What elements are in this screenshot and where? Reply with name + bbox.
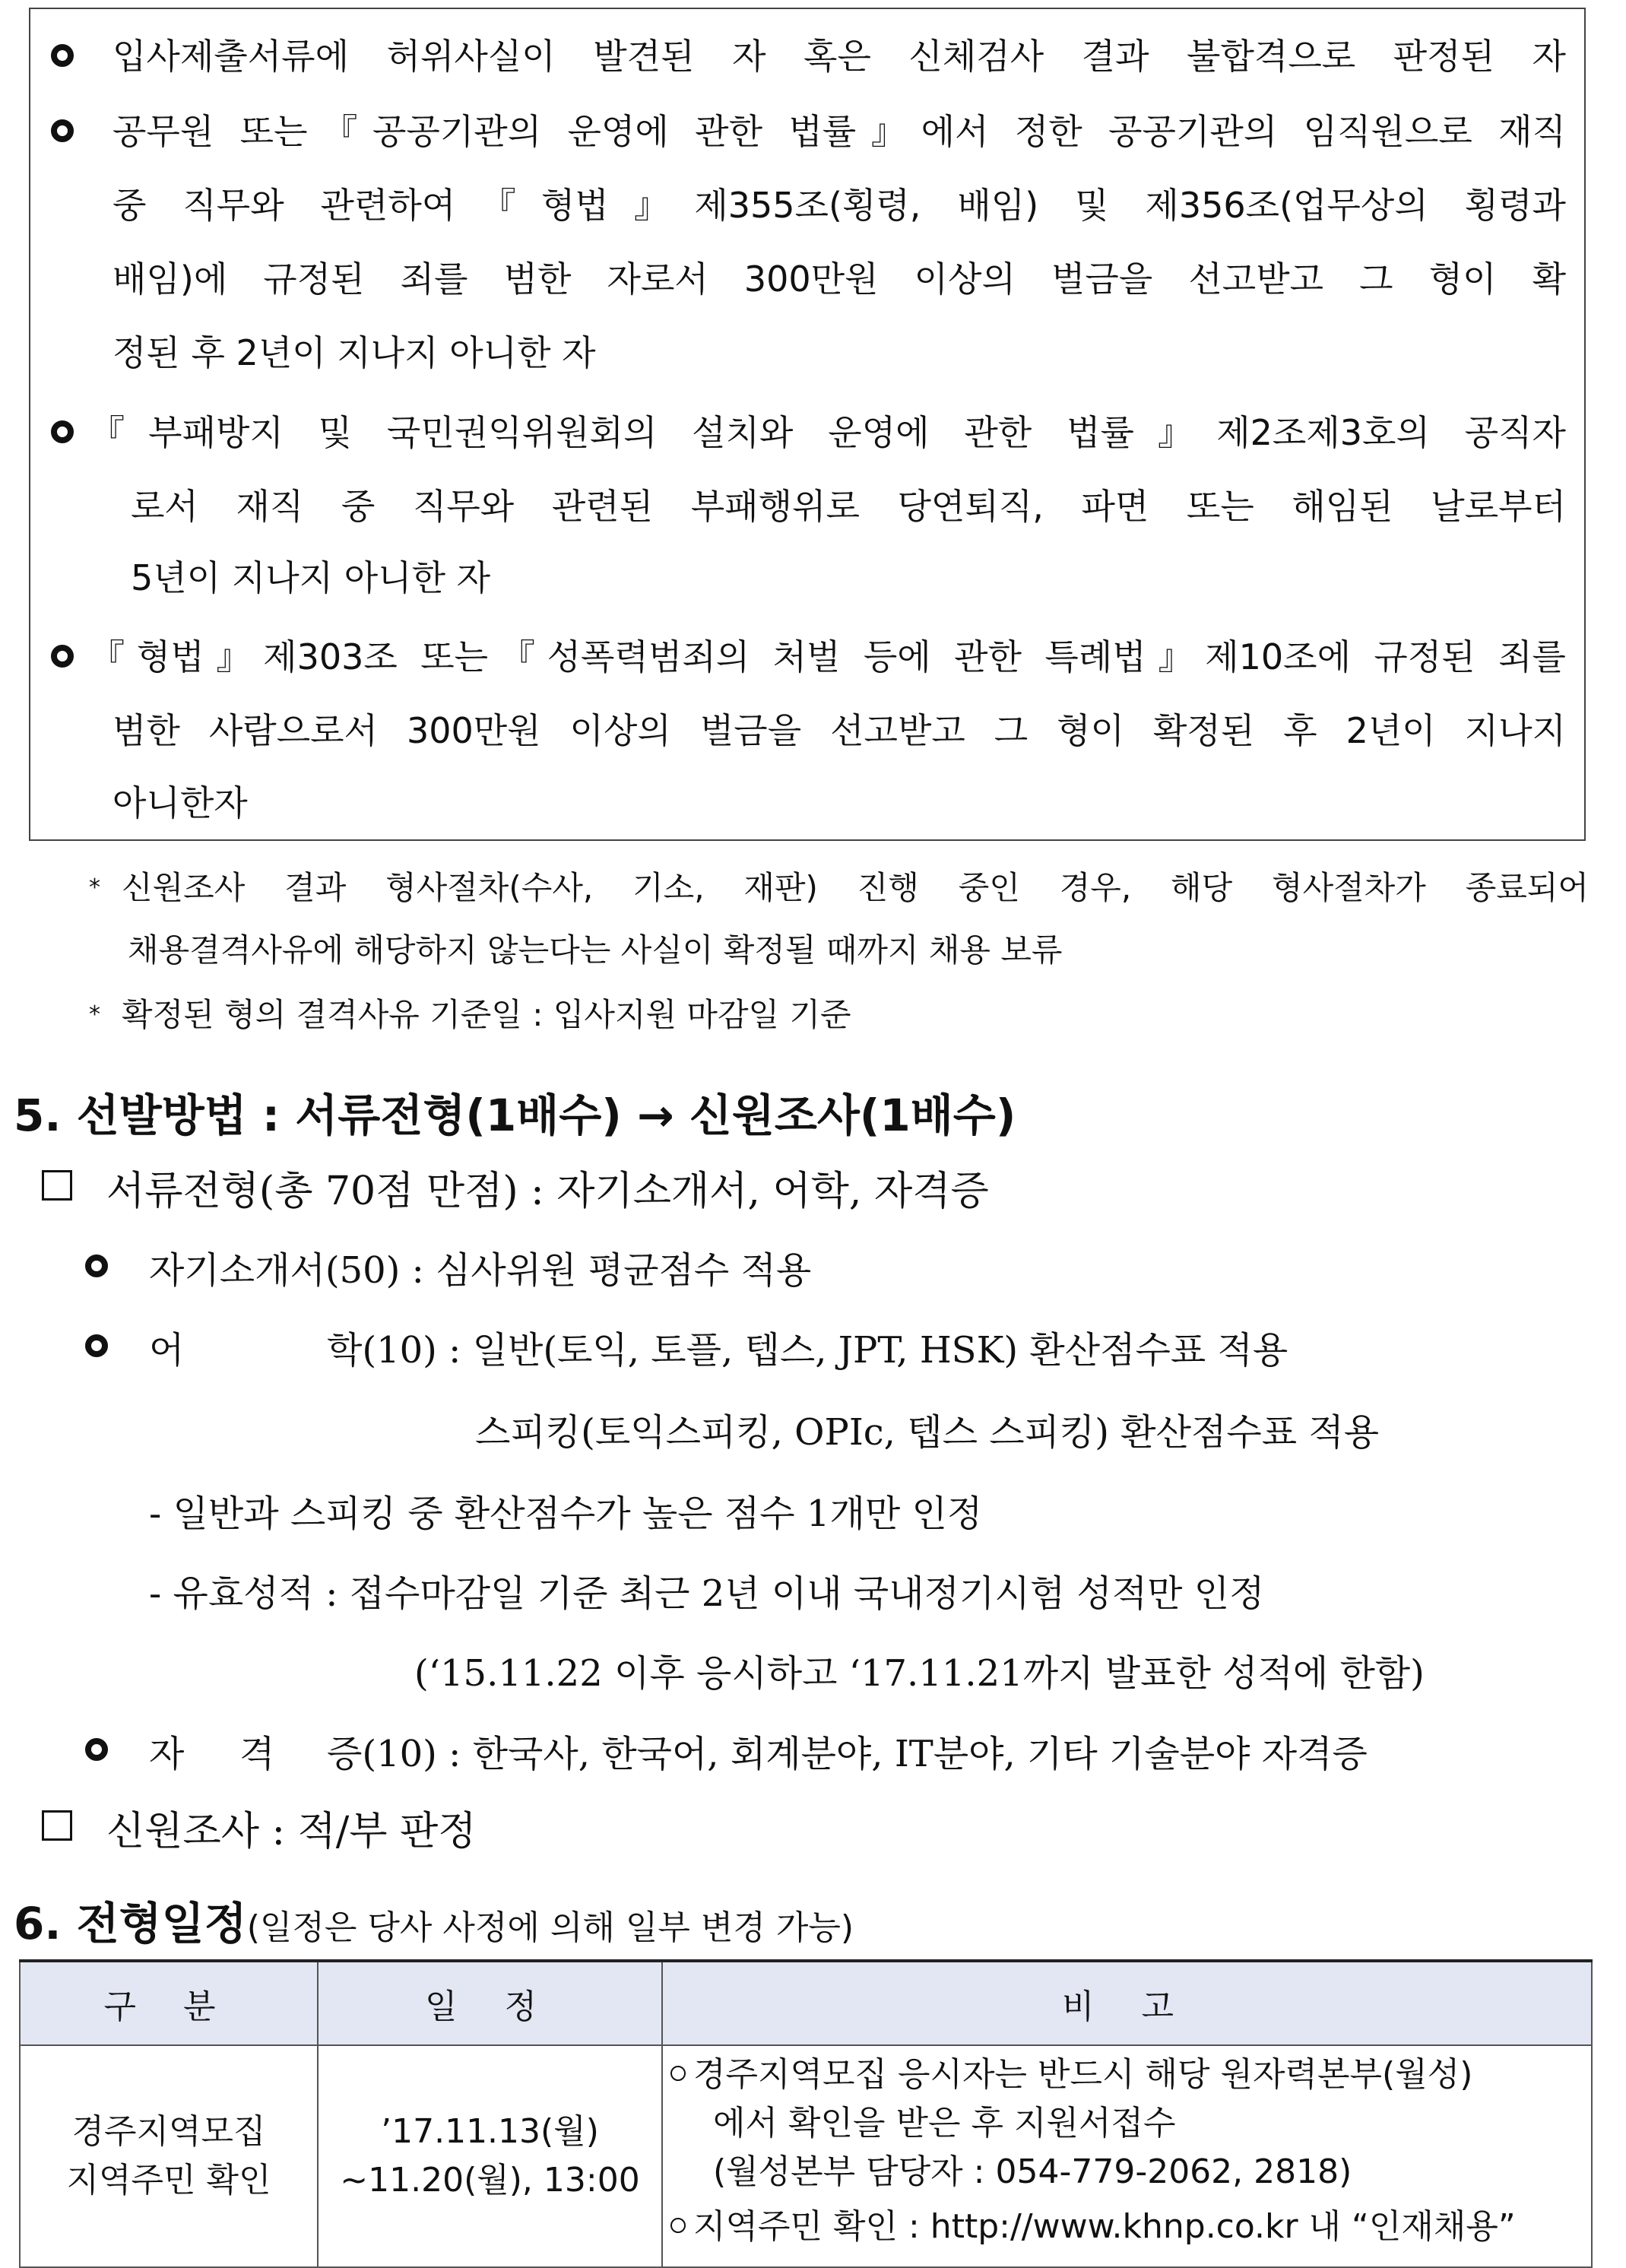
item3-line1: 『부패방지 및 국민권익위원회의 설치와 운영에 관한 법률』제2조제3호의 공직자 (90, 412, 1566, 453)
header-category: 구 분 (20, 1961, 318, 2045)
item1-text: 입사제출서류에 허위사실이 발견된 자 혹은 신체검사 결과 불합격으로 판정된 자 (113, 36, 1566, 77)
language-speaking-text: 스피킹(토익스피킹, OPIc, 텝스 스피킹) 환산점수표 적용 (475, 1411, 1380, 1454)
note2-asterisk: * (89, 1001, 100, 1028)
dash-item-1: - 일반과 스피킹 중 환산점수가 높은 점수 1개만 인정 (149, 1492, 983, 1535)
checkbox-square-icon (42, 1170, 72, 1201)
item4-line1: 『형법』제303조 또는『성폭력범죄의 처벌 등에 관한 특례법』제10조에 규정된 죄를 (90, 636, 1566, 677)
bullet-circle-icon (51, 645, 74, 668)
item3-line3: 5년이 지나지 아니한 자 (131, 557, 491, 598)
bullet-circle-icon (51, 44, 74, 67)
checkbox-square-icon (42, 1810, 72, 1841)
item4-line2: 범한 사람으로서 300만원 이상의 벌금을 선고받고 그 형이 확정된 후 2년이 지나지 (113, 710, 1566, 751)
item2-line2: 중 직무와 관련하여『형법』제355조(횡령, 배임) 및 제356조(업무상의 횡령과 (113, 185, 1566, 226)
section6-heading: 6. 전형일정 (14, 1898, 247, 1949)
bullet-circle-icon (51, 420, 74, 443)
section6-heading-note: (일정은 당사 사정에 의해 일부 변경 가능) (246, 1908, 854, 1947)
language-text: 학(10) : 일반(토익, 토플, 텝스, JPT, HSK) 환산점수표 적용 (327, 1329, 1288, 1372)
section5-heading: 5. 선발방법 : 서류전형(1배수) → 신원조사(1배수) (14, 1090, 1016, 1141)
section6-title (14, 1888, 854, 1952)
item2-line4: 정된 후 2년이 지나지 아니한 자 (113, 332, 596, 373)
item2-line3: 배임)에 규정된 죄를 범한 자로서 300만원 이상의 벌금을 선고받고 그 형이 확 (113, 259, 1566, 300)
item3-line2: 로서 재직 중 직무와 관련된 부패행위로 당연퇴직, 파면 또는 해임된 날로부터 (131, 486, 1566, 527)
note1-line2: 채용결격사유에 해당하지 않는다는 사실이 확정될 때까지 채용 보류 (128, 931, 1063, 969)
bullet-circle-icon (85, 1334, 108, 1357)
header-remarks: 비 고 (662, 1961, 1592, 2045)
note2-text: 확정된 형의 결격사유 기준일 : 입사지원 마감일 기준 (122, 996, 851, 1033)
small-circle-bullet-icon (670, 2218, 686, 2233)
schedule-table (19, 1959, 1593, 2268)
certificate-label-a: 자 (149, 1733, 185, 1775)
note1-asterisk: * (89, 874, 100, 901)
bullet-circle-icon (85, 1738, 108, 1761)
table-header-row (20, 1961, 1592, 2045)
note1-line1: 신원조사 결과 형사절차(수사, 기소, 재판) 진행 중인 경우, 해당 형사절차가 종료되어 (122, 869, 1589, 906)
background-check-title: 신원조사 : 적/부 판정 (106, 1809, 477, 1854)
certificate-label-b: 격 (239, 1733, 275, 1775)
cell-schedule: ’17.11.13(월) ~11.20(월), 13:00 (318, 2045, 662, 2267)
table-row (20, 2045, 1592, 2267)
bullet-circle-icon (85, 1255, 108, 1277)
item2-line1: 공무원 또는『공공기관의 운영에 관한 법률』에서 정한 공공기관의 임직원으로 재직 (113, 111, 1566, 152)
cell-category: 경주지역모집 지역주민 확인 (20, 2045, 318, 2267)
self-intro-text: 자기소개서(50) : 심사위원 평균점수 적용 (149, 1249, 812, 1292)
header-schedule: 일 정 (318, 1961, 662, 2045)
item4-line3: 아니한자 (113, 782, 248, 823)
small-circle-bullet-icon (670, 2066, 686, 2081)
dash-item-2-continued: (‘15.11.22 이후 응시하고 ‘17.11.21까지 발표한 성적에 한함) (414, 1652, 1425, 1695)
bullet-circle-icon (51, 119, 74, 142)
cell-remarks: 경주지역모집 응시자는 반드시 해당 원자력본부(월성) 에서 확인을 받은 후 지원서접수 (월성본부 담당자 : 054-779-2062, 2818) 지역주민 확인 : http://www.khnp.co.kr 내 “인재채용” (662, 2045, 1592, 2267)
dash-item-2: - 유효성적 : 접수마감일 기준 최근 2년 이내 국내정기시험 성적만 인정 (149, 1572, 1265, 1615)
certificate-text: 증(10) : 한국사, 한국어, 회계분야, IT분야, 기타 기술분야 자격증 (327, 1733, 1368, 1775)
language-label-a: 어 (149, 1329, 185, 1372)
doc-screening-title: 서류전형(총 70점 만점) : 자기소개서, 어학, 자격증 (106, 1169, 989, 1214)
